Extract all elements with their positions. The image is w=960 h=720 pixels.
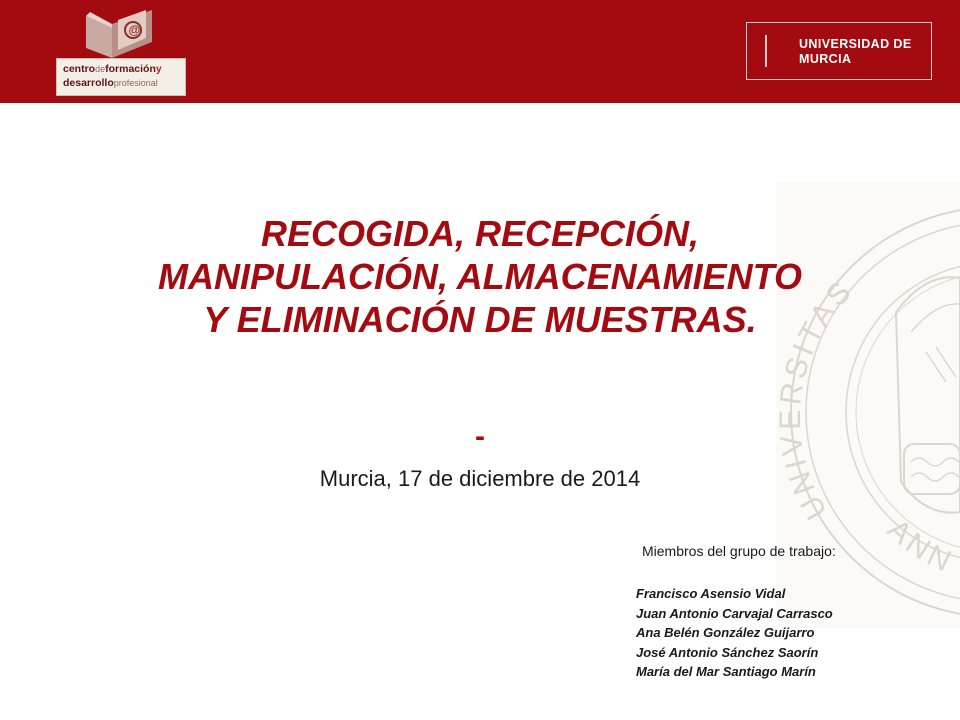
centro-formacion-logo [56, 8, 186, 90]
logo-text-profesional: profesional [113, 78, 158, 88]
member-item: María del Mar Santiago Marín [636, 664, 816, 679]
svg-text:@: @ [128, 23, 141, 37]
title-line-3: Y ELIMINACIÓN DE MUESTRAS. [203, 299, 757, 340]
seal-text-anno: ANN [881, 512, 960, 580]
logo-text-de: de [95, 64, 106, 74]
logo-text-centro: centro [63, 63, 96, 75]
member-item: José Antonio Sánchez Saorín [636, 644, 819, 660]
logo-text-y: y [155, 63, 162, 75]
logo-divider [765, 35, 767, 67]
seal-text-universitas: UNIVERSITAS [776, 272, 861, 525]
members-label: Miembros del grupo de trabajo: [642, 543, 836, 559]
university-name-line2: MURCIA [799, 52, 852, 66]
logo-text-desarrollo: desarrollo [63, 77, 114, 89]
logo-text-formacion: formación [105, 63, 156, 75]
members-list [636, 584, 833, 682]
slide-title [60, 212, 900, 341]
date-line: Murcia, 17 de diciembre de 2014 [319, 466, 641, 491]
member-item: Ana Belén González Guijarro [636, 625, 815, 640]
universidad-murcia-logo [746, 22, 932, 80]
separator-dash: - [475, 420, 485, 453]
title-line-2: MANIPULACIÓN, ALMACENAMIENTO [158, 256, 802, 297]
member-item: Juan Antonio Carvajal Carrasco [636, 605, 833, 621]
member-item: Francisco Asensio Vidal [636, 586, 786, 601]
logo-text-box [56, 58, 186, 96]
book-at-icon [56, 8, 186, 60]
university-name-line1: UNIVERSIDAD DE [799, 37, 912, 51]
header-bar [0, 0, 960, 103]
title-line-1: RECOGIDA, RECEPCIÓN, [260, 213, 700, 254]
